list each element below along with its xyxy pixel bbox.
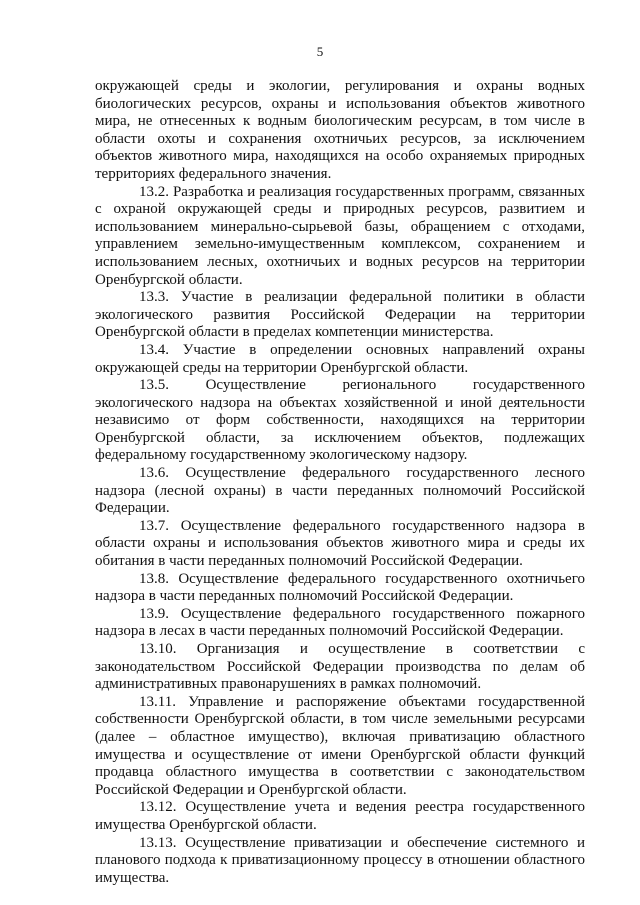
paragraph-13-13: 13.13. Осуществление приватизации и обеспечение системного и планового подхода к приватизационному процессу в отношении областного имущества.: [95, 834, 585, 886]
paragraph-13-5: 13.5. Осуществление регионального государственного экологического надзора на объектах хозяйственной и иной деятельности независимо от форм собственности, находящихся на территории Оренбургской области, за исключением объектов, подлежащих федеральному государственному экологическому надзору.: [95, 377, 585, 464]
page-number: 5: [316, 44, 324, 59]
paragraph-13-6: 13.6. Осуществление федерального государственного лесного надзора (лесной охраны) в части переданных полномочий Российской Федерации.: [95, 465, 585, 517]
paragraph-13-2: 13.2. Разработка и реализация государственных программ, связанных с охраной окружающей среды и природных ресурсов, развитием и использованием минерально-сырьевой базы, обращением с отходами, управлением земельно-имущественным комплексом, сохранением и использованием лесных, охотничьих и водных ресурсов на территории Оренбургской области.: [95, 183, 585, 288]
paragraph-13-12: 13.12. Осуществление учета и ведения реестра государственного имущества Оренбургской области.: [95, 799, 585, 833]
paragraph-continuation: окружающей среды и экологии, регулирования и охраны водных биологических ресурсов, охраны и использования объектов животного мира, не отнесенных к водным биологическим ресурсам, в том числе в области охоты и сохранения охотничьих ресурсов, за исключением объектов животного мира, находящихся на особо охраняемых природных территориях федерального значения.: [95, 78, 585, 182]
paragraph-13-8: 13.8. Осуществление федерального государственного охотничьего надзора в части переданных полномочий Российской Федерации.: [95, 570, 585, 605]
paragraph-13-9: 13.9. Осуществление федерального государственного пожарного надзора в лесах в части переданных полномочий Российской Федерации.: [95, 605, 585, 640]
document-body: [95, 78, 585, 887]
paragraph-13-11: 13.11. Управление и распоряжение объектами государственной собственности Оренбургской области, в том числе земельными ресурсами (далее – областное имущество), включая приватизацию областного имущества и осуществление от имени Оренбургской области функций продавца областного имущества в соответствии с законодательством Российской Федерации и Оренбургской области.: [95, 693, 585, 798]
paragraph-13-7: 13.7. Осуществление федерального государственного надзора в области охраны и использования объектов животного мира и среды их обитания в части переданных полномочий Российской Федерации.: [95, 517, 585, 570]
paragraph-13-10: 13.10. Организация и осуществление в соответствии с законодательством Российской Федерации производства по делам об административных правонарушениях в рамках полномочий.: [95, 641, 585, 693]
paragraph-13-3: 13.3. Участие в реализации федеральной политики в области экологического развития Российской Федерации на территории Оренбургской области в пределах компетенции министерства.: [95, 289, 585, 341]
paragraph-13-4: 13.4. Участие в определении основных направлений охраны окружающей среды на территории Оренбургской области.: [95, 341, 585, 376]
